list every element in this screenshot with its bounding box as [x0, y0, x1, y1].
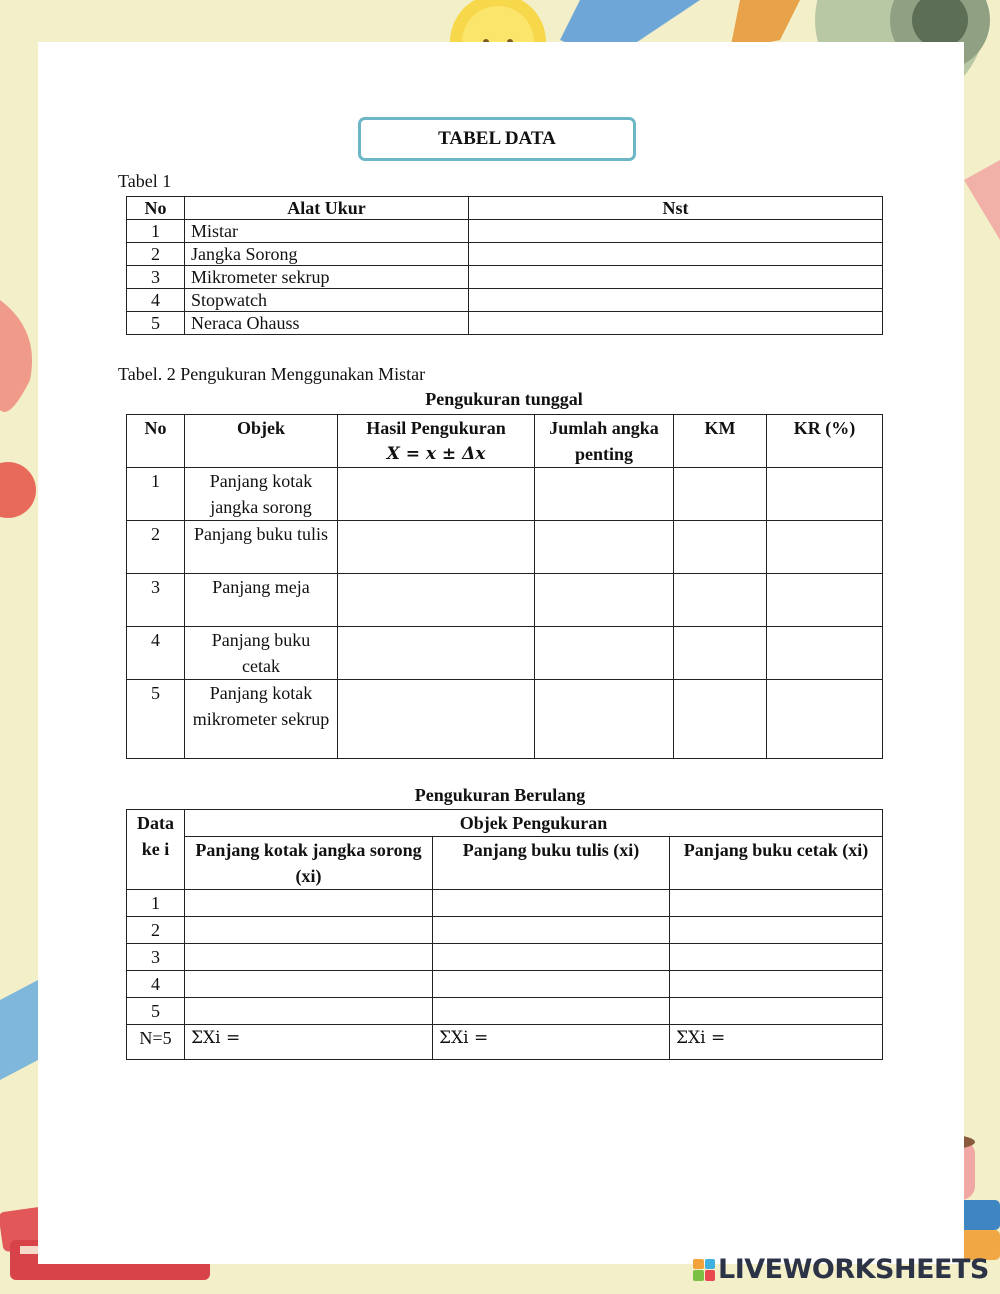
row-alat: Neraca Ohauss — [185, 312, 469, 335]
row-index: 5 — [127, 998, 185, 1025]
jumlah-input[interactable] — [535, 574, 674, 627]
table-row — [127, 220, 883, 243]
row-no: 1 — [127, 468, 185, 521]
table-row — [127, 243, 883, 266]
page-title: TABEL DATA — [358, 117, 636, 161]
table-row — [127, 312, 883, 335]
row-objek: Panjang kotak jangka sorong — [185, 468, 338, 521]
header-jumlah-angka-penting: Jumlah angka penting — [535, 415, 674, 468]
nst-input[interactable] — [469, 266, 883, 289]
table-row — [127, 627, 883, 680]
table-pengukuran-tunggal — [126, 414, 883, 759]
xi-input[interactable] — [433, 944, 670, 971]
table2-caption: Tabel. 2 Pengukuran Menggunakan Mistar — [118, 364, 426, 384]
sum-buku-tulis[interactable]: ΣXi = — [433, 1025, 670, 1060]
header-hasil-formula: X = x ± Δx — [386, 444, 486, 464]
km-input[interactable] — [674, 627, 767, 680]
km-input[interactable] — [674, 680, 767, 759]
kr-input[interactable] — [767, 627, 883, 680]
table-row — [127, 468, 883, 521]
table-row — [127, 998, 883, 1025]
xi-input[interactable] — [670, 998, 883, 1025]
kr-input[interactable] — [767, 680, 883, 759]
hasil-input[interactable] — [338, 574, 535, 627]
xi-input[interactable] — [185, 998, 433, 1025]
table-row — [127, 266, 883, 289]
table-row — [127, 890, 883, 917]
header-alat-ukur: Alat Ukur — [185, 197, 469, 220]
blue-shape-left — [0, 980, 38, 1080]
table-row — [127, 944, 883, 971]
row-objek: Panjang buku tulis — [185, 521, 338, 574]
kr-input[interactable] — [767, 468, 883, 521]
xi-input[interactable] — [670, 917, 883, 944]
row-index: 4 — [127, 971, 185, 998]
jumlah-input[interactable] — [535, 468, 674, 521]
nst-input[interactable] — [469, 243, 883, 266]
jumlah-input[interactable] — [535, 627, 674, 680]
sum-kotak-jangka-sorong[interactable]: ΣXi = — [185, 1025, 433, 1060]
header-nst: Nst — [469, 197, 883, 220]
km-input[interactable] — [674, 468, 767, 521]
table-pengukuran-berulang — [126, 809, 883, 1060]
nst-input[interactable] — [469, 289, 883, 312]
row-index: 2 — [127, 917, 185, 944]
flower-bud-shape — [0, 462, 36, 518]
logo-mark-icon — [693, 1259, 715, 1281]
xi-input[interactable] — [185, 971, 433, 998]
row-no: 3 — [127, 574, 185, 627]
table-alat-ukur — [126, 196, 883, 335]
table2-subtitle: Pengukuran tunggal — [425, 389, 583, 409]
hasil-input[interactable] — [338, 468, 535, 521]
xi-input[interactable] — [185, 890, 433, 917]
table-row — [127, 289, 883, 312]
km-input[interactable] — [674, 521, 767, 574]
row-no: 4 — [127, 627, 185, 680]
flower-shape — [0, 300, 32, 412]
table1-caption: Tabel 1 — [118, 171, 172, 191]
row-index: 1 — [127, 890, 185, 917]
logo-text: LIVEWORKSHEETS — [718, 1254, 989, 1285]
row-objek: Panjang kotak mikrometer sekrup — [185, 680, 338, 759]
sum-buku-cetak[interactable]: ΣXi = — [670, 1025, 883, 1060]
row-no: 2 — [127, 521, 185, 574]
hasil-input[interactable] — [338, 627, 535, 680]
row-alat: Mikrometer sekrup — [185, 266, 469, 289]
header-kotak-jangka-sorong: Panjang kotak jangka sorong (xi) — [185, 837, 433, 890]
kr-input[interactable] — [767, 521, 883, 574]
header-data-ke-i: Data ke i — [127, 810, 185, 890]
header-hasil-pengukuran — [338, 415, 535, 468]
pink-shape-right — [964, 160, 1000, 240]
km-input[interactable] — [674, 574, 767, 627]
header-objek: Objek — [185, 415, 338, 468]
table-row-total — [127, 1025, 883, 1060]
row-no: 4 — [127, 289, 185, 312]
header-km: KM — [674, 415, 767, 468]
liveworksheets-logo[interactable] — [693, 1254, 989, 1285]
xi-input[interactable] — [670, 971, 883, 998]
table-row — [127, 574, 883, 627]
row-alat: Mistar — [185, 220, 469, 243]
hasil-input[interactable] — [338, 521, 535, 574]
row-objek: Panjang buku cetak — [185, 627, 338, 680]
nst-input[interactable] — [469, 312, 883, 335]
xi-input[interactable] — [433, 890, 670, 917]
row-no: 2 — [127, 243, 185, 266]
kr-input[interactable] — [767, 574, 883, 627]
row-no: 1 — [127, 220, 185, 243]
row-no: 3 — [127, 266, 185, 289]
header-no: No — [127, 197, 185, 220]
row-no: 5 — [127, 312, 185, 335]
xi-input[interactable] — [433, 917, 670, 944]
row-alat: Stopwatch — [185, 289, 469, 312]
jumlah-input[interactable] — [535, 521, 674, 574]
table-row — [127, 521, 883, 574]
hasil-input[interactable] — [338, 680, 535, 759]
xi-input[interactable] — [433, 998, 670, 1025]
header-kr: KR (%) — [767, 415, 883, 468]
table-row — [127, 680, 883, 759]
xi-input[interactable] — [185, 944, 433, 971]
table-row — [127, 971, 883, 998]
table3-subtitle: Pengukuran Berulang — [414, 785, 586, 805]
header-buku-cetak: Panjang buku cetak (xi) — [670, 837, 883, 890]
xi-input[interactable] — [670, 890, 883, 917]
header-no: No — [127, 415, 185, 468]
nst-input[interactable] — [469, 220, 883, 243]
row-objek: Panjang meja — [185, 574, 338, 627]
table-row — [127, 917, 883, 944]
header-buku-tulis: Panjang buku tulis (xi) — [433, 837, 670, 890]
xi-input[interactable] — [185, 917, 433, 944]
row-no: 5 — [127, 680, 185, 759]
xi-input[interactable] — [433, 971, 670, 998]
header-objek-pengukuran: Objek Pengukuran — [185, 810, 883, 837]
row-index: 3 — [127, 944, 185, 971]
xi-input[interactable] — [670, 944, 883, 971]
row-alat: Jangka Sorong — [185, 243, 469, 266]
jumlah-input[interactable] — [535, 680, 674, 759]
header-hasil-label: Hasil Pengukuran — [366, 418, 506, 438]
total-label: N=5 — [127, 1025, 185, 1060]
